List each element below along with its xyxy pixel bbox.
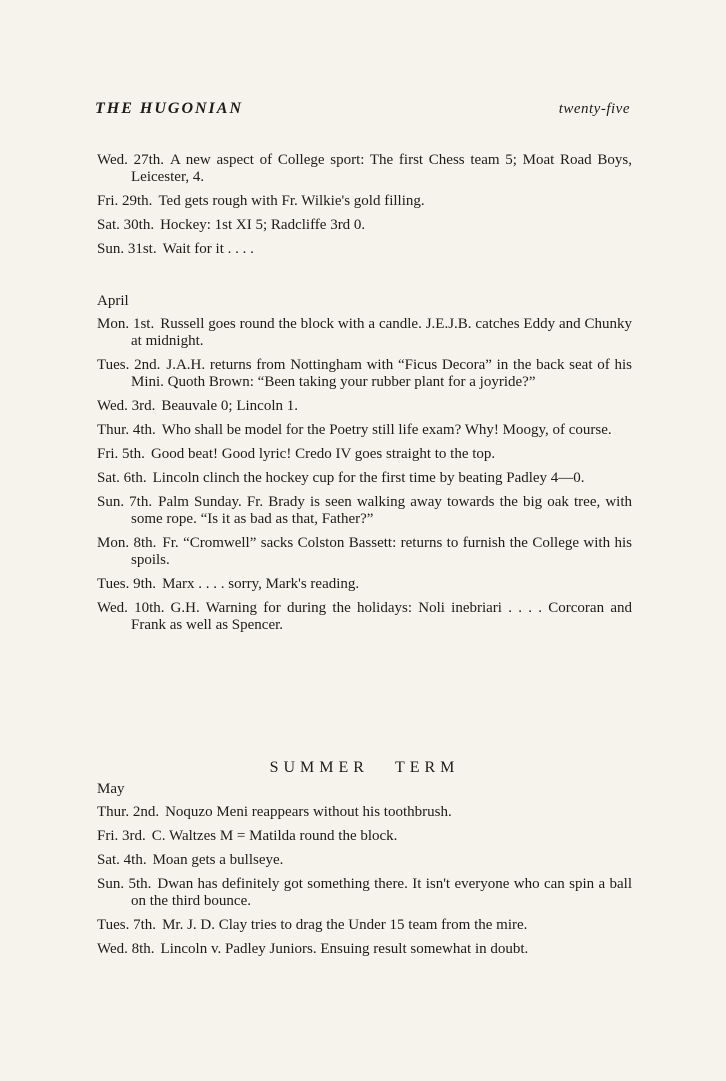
entry-date: Wed. 3rd.: [97, 398, 156, 414]
term-heading: [97, 759, 632, 777]
entry-text: Marx . . . . sorry, Mark's reading.: [162, 576, 360, 592]
diary-entry: [97, 398, 632, 415]
diary-entry: [97, 193, 632, 210]
entry-date: Tues. 9th.: [97, 576, 157, 592]
entry-date: Thur. 2nd.: [97, 804, 160, 820]
entry-date: Sun. 7th.: [97, 494, 153, 510]
diary-entry: [97, 852, 632, 869]
entry-date: Sat. 6th.: [97, 470, 147, 486]
diary-entry: [97, 600, 632, 634]
entry-text: Hockey: 1st XI 5; Radcliffe 3rd 0.: [160, 217, 366, 233]
entry-date: Tues. 7th.: [97, 917, 157, 933]
entry-date: Mon. 8th.: [97, 535, 157, 551]
entry-text: Ted gets rough with Fr. Wilkie's gold filling.: [158, 193, 425, 209]
diary-entry: [97, 357, 632, 391]
entry-text: Fr. “Cromwell” sacks Colston Bassett: returns to furnish the College with his spoils.: [131, 535, 632, 568]
diary-entry: [97, 152, 632, 186]
entry-date: Tues. 2nd.: [97, 357, 161, 373]
diary-entry: [97, 217, 632, 234]
term-heading-word: SUMMER: [269, 759, 369, 776]
diary-entry: [97, 422, 632, 439]
entry-text: Noquzo Meni reappears without his toothbrush.: [165, 804, 452, 820]
entry-text: Lincoln clinch the hockey cup for the first time by beating Padley 4—0.: [152, 470, 585, 486]
diary-entry: [97, 241, 632, 258]
may-section: [97, 781, 632, 965]
diary-entry: [97, 316, 632, 350]
diary-entry: [97, 576, 632, 593]
running-head: [95, 100, 630, 118]
diary-entry: [97, 917, 632, 934]
entry-text: Mr. J. D. Clay tries to drag the Under 15 team from the mire.: [162, 917, 528, 933]
entry-date: Sat. 4th.: [97, 852, 147, 868]
entry-text: C. Waltzes M = Matilda round the block.: [151, 828, 398, 844]
journal-title: THE HUGONIAN: [95, 100, 244, 117]
month-label-may: May: [97, 781, 125, 797]
entry-date: Wed. 8th.: [97, 941, 155, 957]
entry-date: Wed. 27th.: [97, 152, 165, 168]
page-number: twenty-five: [558, 101, 630, 117]
entry-date: Sat. 30th.: [97, 217, 155, 233]
march-entries: [97, 152, 632, 265]
diary-entry: [97, 446, 632, 463]
entry-text: G.H. Warning for during the holidays: Noli inebriari . . . . Corcoran and Frank as well as Spencer.: [131, 600, 632, 633]
entry-text: J.A.H. returns from Nottingham with “Ficus Decora” in the back seat of his Mini. Quoth Brown: “Been taking your rubber plant for a joyride?”: [131, 357, 633, 390]
diary-entry: [97, 941, 632, 958]
diary-entry: [97, 804, 632, 821]
april-section: [97, 293, 632, 641]
entry-text: Wait for it . . . .: [162, 241, 254, 257]
diary-entry: [97, 494, 632, 528]
diary-entry: [97, 828, 632, 845]
diary-entry: [97, 535, 632, 569]
entry-text: Palm Sunday. Fr. Brady is seen walking away towards the big oak tree, with some rope. “Is it as bad as that, Father?”: [131, 494, 632, 527]
entry-date: Sun. 5th.: [97, 876, 152, 892]
entry-date: Fri. 5th.: [97, 446, 145, 462]
entry-text: A new aspect of College sport: The first Chess team 5; Moat Road Boys, Leicester, 4.: [131, 152, 632, 185]
entry-date: Mon. 1st.: [97, 316, 155, 332]
month-label-april: April: [97, 293, 129, 309]
entry-date: Fri. 29th.: [97, 193, 153, 209]
entry-date: Thur. 4th.: [97, 422, 156, 438]
term-heading-word: TERM: [394, 759, 460, 776]
entry-text: Good beat! Good lyric! Credo IV goes straight to the top.: [150, 446, 496, 462]
entry-date: Sun. 31st.: [97, 241, 157, 257]
entry-date: Fri. 3rd.: [97, 828, 146, 844]
entry-text: Lincoln v. Padley Juniors. Ensuing result somewhat in doubt.: [160, 941, 529, 957]
diary-entry: [97, 876, 632, 910]
entry-text: Beauvale 0; Lincoln 1.: [161, 398, 298, 414]
entry-date: Wed. 10th.: [97, 600, 165, 616]
entry-text: Moan gets a bullseye.: [152, 852, 284, 868]
entry-text: Who shall be model for the Poetry still life exam? Why! Moogy, of course.: [161, 422, 612, 438]
diary-entry: [97, 470, 632, 487]
entry-text: Dwan has definitely got something there. It isn't everyone who can spin a ball on the third bounce.: [131, 876, 632, 909]
entry-text: Russell goes round the block with a candle. J.E.J.B. catches Eddy and Chunky at midnight.: [131, 316, 632, 349]
